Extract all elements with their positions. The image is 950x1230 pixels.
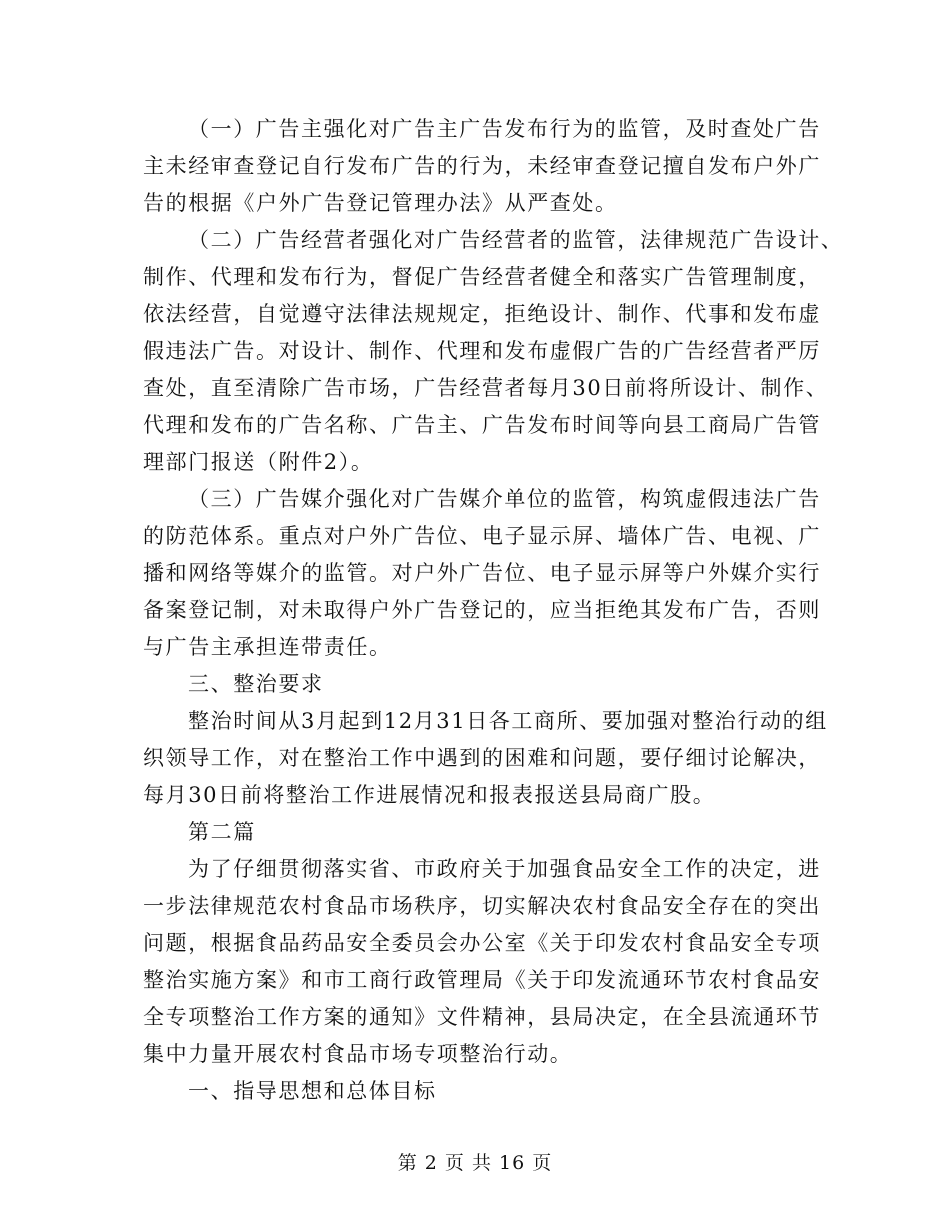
paragraph-2-line-1: （二）广告经营者强化对广告经营者的监管，法律规范广告设计、 (188, 228, 844, 252)
paragraph-3-line-4: 备案登记制，对未取得户外广告登记的，应当拒绝其发布广告，否则 (143, 598, 821, 622)
part-heading-second: 第二篇 (188, 820, 256, 844)
paragraph-1-line-2: 主未经审查登记自行发布广告的行为，未经审查登记擅自发布户外广 (143, 154, 821, 178)
paragraph-5-line-2: 织领导工作，对在整治工作中遇到的困难和问题，要仔细讨论解决， (143, 746, 821, 770)
paragraph-1-line-1: （一）广告主强化对广告主广告发布行为的监管，及时查处广告 (188, 117, 821, 141)
paragraph-7-line-5: 全专项整治工作方案的通知》文件精神，县局决定，在全县流通环节 (143, 1005, 821, 1029)
section-heading-guiding-ideology: 一、指导思想和总体目标 (188, 1079, 437, 1103)
paragraph-3-line-1: （三）广告媒介强化对广告媒介单位的监管，构筑虚假违法广告 (188, 487, 821, 511)
paragraph-2-line-5: 查处，直至清除广告市场，广告经营者每月30日前将所设计、制作、 (143, 376, 829, 400)
paragraph-7-line-3: 问题，根据食品药品安全委员会办公室《关于印发农村食品安全专项 (143, 931, 821, 955)
paragraph-2-line-6: 代理和发布的广告名称、广告主、广告发布时间等向县工商局广告管 (143, 413, 821, 437)
paragraph-2-line-2: 制作、代理和发布行为，督促广告经营者健全和落实广告管理制度， (143, 265, 821, 289)
paragraph-2-line-4: 假违法广告。对设计、制作、代理和发布虚假广告的广告经营者严厉 (143, 339, 821, 363)
paragraph-7-line-6: 集中力量开展农村食品市场专项整治行动。 (143, 1042, 573, 1066)
page-number-footer: 第 2 页 共 16 页 (397, 1152, 553, 1174)
paragraph-5-line-1: 整治时间从3月起到12月31日各工商所、要加强对整治行动的组 (188, 709, 828, 733)
paragraph-3-line-2: 的防范体系。重点对户外广告位、电子显示屏、墙体广告、电视、广 (143, 524, 821, 548)
section-heading-requirements: 三、整治要求 (188, 672, 324, 696)
paragraph-5-line-3: 每月30日前将整治工作进展情况和报表报送县局商广股。 (143, 783, 716, 807)
paragraph-7-line-2: 一步法律规范农村食品市场秩序，切实解决农村食品安全存在的突出 (143, 894, 821, 918)
paragraph-1-line-3: 告的根据《户外广告登记管理办法》从严查处。 (143, 191, 618, 215)
paragraph-3-line-3: 播和网络等媒介的监管。对户外广告位、电子显示屏等户外媒介实行 (143, 561, 821, 585)
paragraph-7-line-4: 整治实施方案》和市工商行政管理局《关于印发流通环节农村食品安 (143, 968, 821, 992)
paragraph-7-line-1: 为了仔细贯彻落实省、市政府关于加强食品安全工作的决定，进 (188, 857, 821, 881)
paragraph-2-line-3: 依法经营，自觉遵守法律法规规定，拒绝设计、制作、代事和发布虚 (143, 302, 821, 326)
paragraph-3-line-5: 与广告主承担连带责任。 (143, 635, 392, 659)
paragraph-2-line-7: 理部门报送（附件2）。 (143, 450, 374, 474)
